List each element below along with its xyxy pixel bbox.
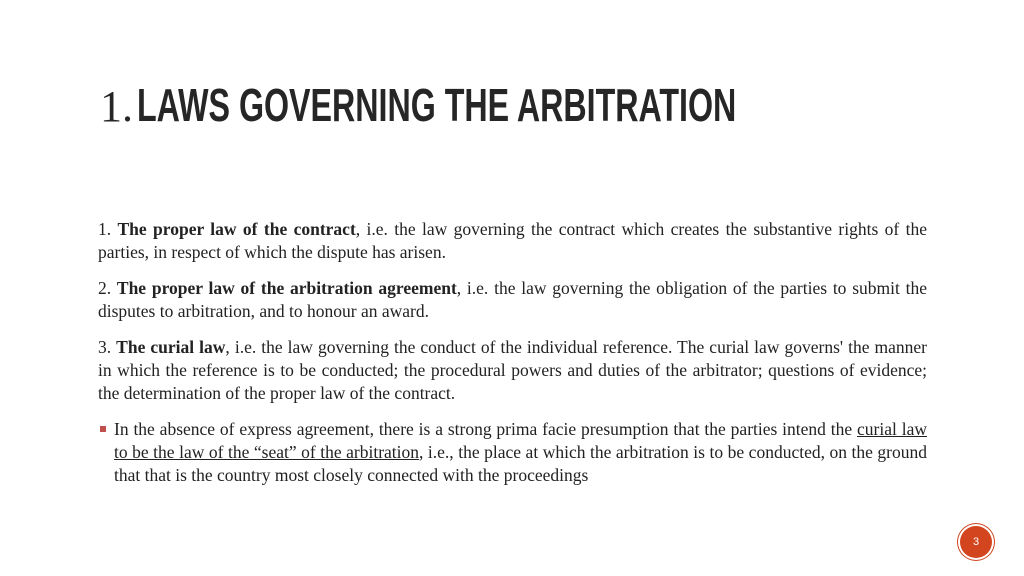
paragraph-2-text: , i.e. the law governing the obligation of the parties to submit the disputes to arbitration, and to honour an award. xyxy=(98,278,928,321)
paragraph-3 xyxy=(98,336,927,405)
paragraph-1-text: , i.e. the law governing the contract which creates the substantive rights of the parties, in respect of which the dispute has arisen. xyxy=(98,219,928,262)
paragraph-3-text: , i.e. the law governing the conduct of the individual reference. The curial law governs' the manner in which the reference is to be conducted; the procedural powers and duties of the arbitrator; questions of evidence; the determination of the proper law of the contract. xyxy=(98,337,927,403)
paragraph-2-prefix: 2. xyxy=(98,278,117,298)
paragraph-1-term: The proper law of the contract xyxy=(117,219,356,239)
paragraph-2 xyxy=(98,277,927,323)
page-number: 3 xyxy=(972,536,980,548)
bullet-text-before: In the absence of express agreement, there is a strong prima facie presumption that the parties intend the xyxy=(114,419,858,439)
bullet-text-after: , i.e., the place at which the arbitration is to be conducted, on the ground that that is the country most closely connected with the proceedings xyxy=(114,442,927,485)
paragraph-1 xyxy=(98,218,927,264)
paragraph-2-term: The proper law of the arbitration agreement xyxy=(116,278,457,298)
title-number: 1. xyxy=(100,82,133,131)
title-text: LAWS GOVERNING THE ARBITRATION xyxy=(137,79,737,131)
slide-title xyxy=(100,78,993,132)
bullet-underlined-text: curial law to be the law of the “seat” of the arbitration xyxy=(114,419,927,462)
bullet-item xyxy=(98,418,927,487)
page-number-badge xyxy=(958,524,994,560)
paragraph-1-prefix: 1. xyxy=(98,219,118,239)
paragraph-3-term: The curial law xyxy=(116,337,226,357)
slide-body xyxy=(98,218,927,487)
square-bullet-icon xyxy=(100,426,106,432)
paragraph-3-prefix: 3. xyxy=(98,337,117,357)
